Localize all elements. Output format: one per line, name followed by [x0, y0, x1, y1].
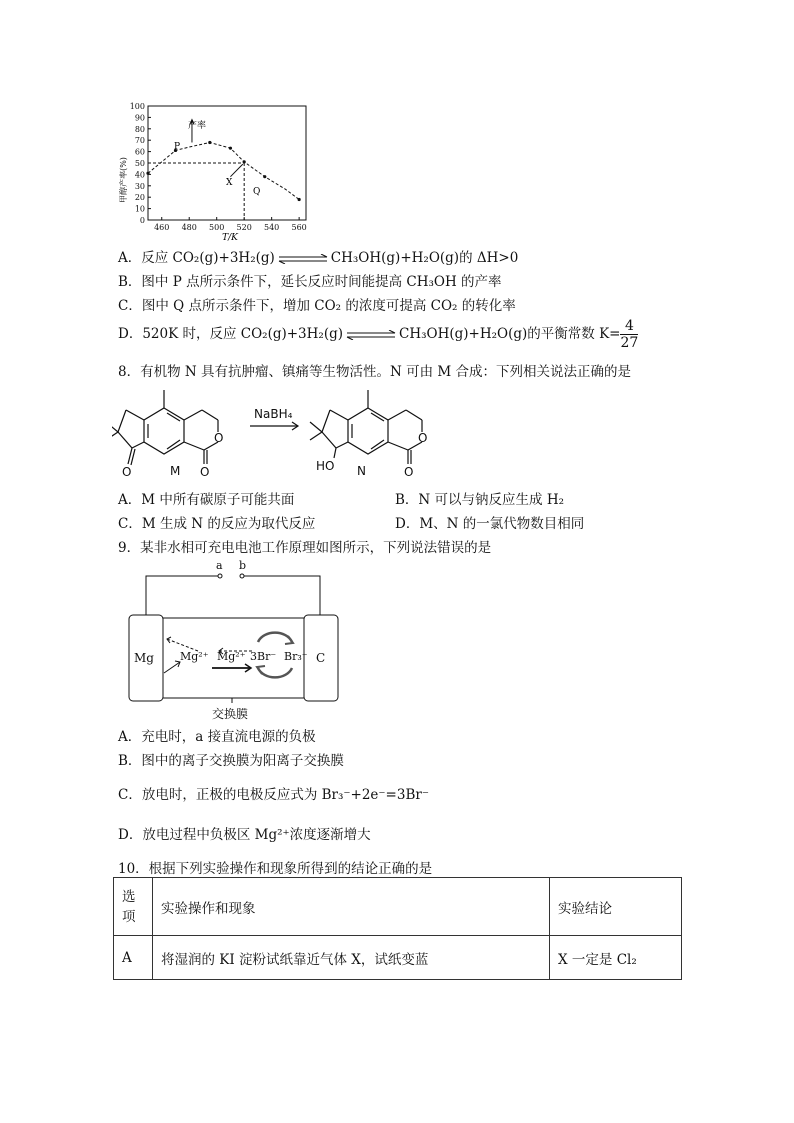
membrane-label: 交换膜: [212, 707, 249, 721]
q8-option-b: B．N 可以与钠反应生成 H₂: [395, 492, 565, 508]
y-tick-label: 100: [129, 102, 145, 111]
y-tick-label: 20: [134, 193, 145, 203]
y-tick-label: 80: [134, 124, 145, 134]
q9-option-a: A．充电时，a 接直流电源的负极: [118, 729, 316, 745]
x-tick-label: 520: [236, 223, 252, 232]
q9-stem: 9．某非水相可充电电池工作原理如图所示，下列说法错误的是: [118, 540, 492, 556]
q9-option-b: B．图中的离子交换膜为阳离子交换膜: [118, 753, 344, 769]
chart-frame: [148, 106, 306, 220]
y-tick-label: 50: [134, 159, 145, 168]
table-header-cell: 实验结论: [550, 878, 682, 936]
o-atom-n-carbonyl: O: [404, 465, 414, 479]
q7-option-d: D．520K 时，反应 CO₂(g)+3H₂(g) CH₃OH(g)+H₂O(g)的平衡常数 K= $\frac{4}{27}$: [118, 318, 639, 351]
x-tick-label: 560: [291, 223, 307, 232]
x-tick-label: 500: [209, 223, 225, 232]
molecule-m: [112, 390, 218, 465]
q8-option-c: C．M 生成 N 的反应为取代反应: [118, 516, 316, 532]
data-point: [229, 147, 232, 150]
ion-mg-2: Mg²⁺: [217, 650, 246, 663]
table-header-cell: 选项: [114, 878, 153, 936]
k-fraction: $\frac{4}{27}$: [620, 318, 639, 351]
yield-series-line: [148, 142, 299, 199]
yield-chart: [112, 98, 312, 243]
equilibrium-arrow-icon: [345, 330, 397, 340]
y-tick-label: 90: [134, 113, 145, 123]
x-pointer: [230, 164, 242, 177]
chart-label-p: P: [174, 142, 181, 152]
y-tick-label: 70: [134, 136, 145, 146]
ho-group: HO: [316, 459, 335, 473]
chart-label-x: X: [226, 178, 233, 188]
data-point: [243, 160, 246, 163]
y-tick-label: 40: [134, 170, 145, 180]
table-header-row: [114, 878, 682, 936]
ion-br: 3Br⁻: [250, 650, 277, 663]
data-point: [208, 141, 211, 144]
o-atom-m-ketone: O: [122, 465, 132, 479]
x-tick-label: 460: [154, 223, 170, 232]
q7-option-c: C．图中 Q 点所示条件下，增加 CO₂ 的浓度可提高 CO₂ 的转化率: [118, 298, 516, 314]
chart-ylabel: 甲醇产率(%): [119, 157, 128, 203]
table-cell: A: [114, 936, 153, 980]
terminal-b: b: [239, 559, 247, 572]
label-m: M: [170, 464, 181, 478]
equilibrium-arrow-icon: [277, 254, 329, 264]
q7-option-a: A．反应 CO₂(g)+3H₂(g) CH₃OH(g)+H₂O(g)的 ΔH>0: [118, 250, 519, 266]
chart-label-q: Q: [253, 187, 261, 197]
ion-mg-1: Mg²⁺: [180, 650, 209, 663]
data-point: [146, 172, 149, 175]
q8-stem: 8．有机物 N 具有抗肿瘤、镇痛等生物活性。N 可由 M 合成：下列相关说法正确的是: [118, 364, 631, 380]
battery-diagram: [124, 558, 344, 723]
data-point: [298, 198, 301, 201]
experiment-table: [113, 877, 682, 980]
reaction-scheme: [112, 380, 452, 480]
molecule-n: [310, 390, 422, 464]
table-cell: 将湿润的 KI 淀粉试纸靠近气体 X，试纸变蓝: [153, 936, 550, 980]
o-atom-n-ring: O: [418, 431, 428, 445]
q7-option-b: B．图中 P 点所示条件下，延长反应时间能提高 CH₃OH 的产率: [118, 274, 502, 290]
x-tick-label: 480: [181, 223, 197, 232]
y-tick-label: 10: [134, 204, 145, 214]
chart-label-rate: 产率: [188, 121, 207, 131]
y-tick-label: 0: [139, 216, 145, 225]
ion-br3: Br₃⁻: [284, 650, 308, 663]
terminal-a: a: [216, 559, 223, 572]
chart-xlabel: T/K: [222, 233, 238, 243]
c-label: C: [316, 651, 326, 665]
y-tick-label: 30: [134, 181, 145, 191]
o-atom-m-ring: O: [214, 431, 224, 445]
label-n: N: [357, 464, 366, 478]
table-cell: X 一定是 Cl₂: [550, 936, 682, 980]
q8-option-d: D．M、N 的一氯代物数目相同: [395, 516, 585, 532]
x-tick-label: 540: [264, 223, 280, 232]
table-header-cell: 实验操作和现象: [153, 878, 550, 936]
q9-option-d: D．放电过程中负极区 Mg²⁺浓度逐渐增大: [118, 827, 371, 843]
data-point: [263, 175, 266, 178]
q10-stem: 10．根据下列实验操作和现象所得到的结论正确的是: [118, 861, 433, 877]
reagent-label: NaBH₄: [254, 407, 293, 421]
q9-option-c: C．放电时，正极的电极反应式为 Br₃⁻+2e⁻=3Br⁻: [118, 787, 429, 803]
table-row: [114, 936, 682, 980]
y-tick-label: 60: [134, 147, 145, 157]
o-atom-m-carbonyl: O: [200, 465, 210, 479]
mg-label: Mg: [134, 651, 154, 665]
q8-option-a: A．M 中所有碳原子可能共面: [118, 492, 295, 508]
